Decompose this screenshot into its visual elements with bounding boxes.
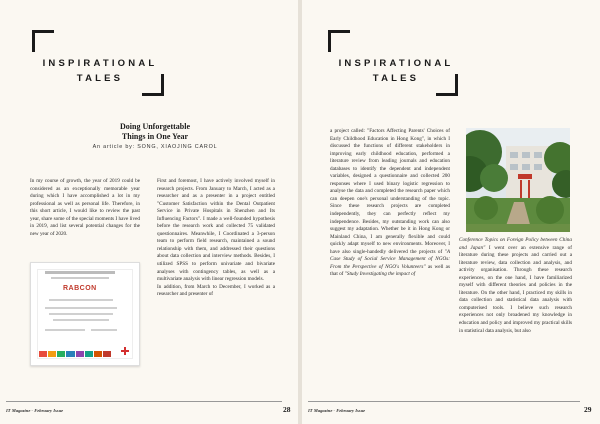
left-section-title-line2: TALES (76, 73, 124, 84)
red-cross-icon (121, 347, 129, 355)
right-section-title-line1: INSPIRATIONAL (338, 58, 454, 69)
left-footer-rule (6, 401, 282, 402)
left-header-corner-bracket (32, 30, 54, 52)
conference-paragraph (459, 237, 572, 335)
certificate-color-strip (39, 351, 111, 357)
right-column-1 (330, 128, 450, 279)
article-title-line2: Things in One Year (121, 131, 189, 141)
right-footer-label: IT Magazine - February Issue (308, 408, 366, 413)
right-column-2 (459, 237, 572, 335)
project-paragraph (330, 128, 450, 279)
research-paragraph-2: In addition, from March to December, I worked as a researcher and presenter of (157, 283, 275, 298)
intro-paragraph: In my course of growth, the year of 2019 could be considered as an exceptionally memorable year during which I have accomplished a lot in my professional as well as personal life. Therefore, in this short article, I would like to review the past year, share some of the special moments I have lived in 2019, and list several potential changes for the new year of 2020. (30, 178, 140, 237)
left-column-2 (157, 178, 275, 299)
research-paragraph-1: First and foremost, I have actively involved myself in research projects. From January to March, I acted as a researcher and as a presenter in a project entitled "Customer Satisfaction within the Dental Outpatient Service in Private Hospitals in Shenzhen and Its Influencing Factors". I made a well-founded hypothesis before the research work and collected 75 validated questionnaires. Meanwhile, I Coordinated a 3-person team to perform field research, maintained a sound relationship with them, and addressed their questions about data collection and interview methods. Besides, I utilized SPSS to perform univariate and bivariate analyses with contingency tables, as well as a multivariate analysis with linear regression models. (157, 178, 275, 283)
right-footer-rule (308, 401, 580, 402)
right-header-corner-bracket (328, 30, 350, 52)
project-text-b: as well as that of (330, 263, 451, 278)
project-title-italic: "A Case Study of Social Service Management of NGOs: From the Perspective of NGO's Volunteers" (330, 248, 450, 270)
article-title-line1: Doing Unforgettable (120, 122, 190, 131)
right-section-title-line2: TALES (372, 73, 420, 84)
left-section-title-line1: INSPIRATIONAL (42, 58, 158, 69)
campus-photo-illustration (466, 128, 570, 232)
article-byline: An article by: SONG, XIAOJING CAROL (92, 144, 218, 150)
left-footer-label: IT Magazine - February Issue (6, 408, 64, 413)
left-header-corner-bracket-bottom (142, 74, 164, 96)
left-page-number: 28 (283, 405, 291, 414)
project-text-a: a project called: "Factors Affecting Parents' Choices of Early Childhood Education in Hong Kong", in which I discussed the functions of different stakeholders in improving early childhood education, performed a literature review from leading journals and education databases to identify the dependent and independent variables, designed a questionnaire and collected 200 responses where I used binary logistic regression to analyse the data and completed the research paper which can deepen one's personal understanding of the topic. Since these research projects are completed independently, they can perfectly reflect my independence. Besides, my outstanding work can also suggest my adaptation. Whether be it in Hong Kong or Mainland China, I am generally flexible and could quickly adapt myself to new environments. Moreover, I have also single-handedly delivered the projects of (330, 128, 450, 255)
certificate-logo: RABCON (63, 285, 97, 292)
right-page-number: 29 (584, 405, 592, 414)
left-page (0, 0, 298, 424)
right-header-corner-bracket-bottom (436, 74, 458, 96)
conference-title-italic: Conference Topics on Foreign Policy between China and Japan" (459, 237, 572, 251)
certificate-image (30, 262, 140, 366)
project-title-italic-2: "Study Investigating the impact of (344, 271, 416, 278)
campus-photo (466, 128, 570, 232)
left-column-1 (30, 178, 140, 238)
conference-text: I went over an extensive range of literature during these projects and carried out a literature review, data collection and analysis, and activity organisation. Through these research experiences, on the one hand, I have familiarized myself with different theories and policies in the literature. On the other hand, I practiced my skills in data collection and statistical data analysis with computerised tools. I believe such research experiences not only broadened my knowledge in education and policy and improved my practical skills in statistical data analysis, but also (459, 244, 572, 334)
article-title (100, 122, 210, 141)
